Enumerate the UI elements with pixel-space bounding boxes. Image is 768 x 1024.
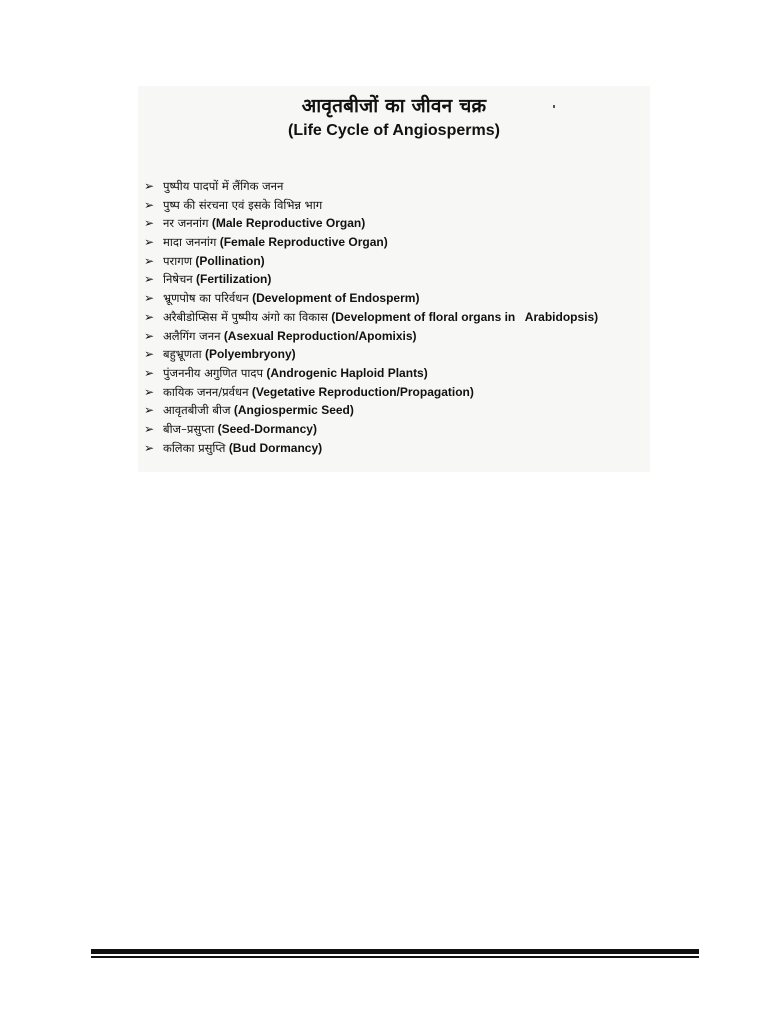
topic-hindi: मादा जननांग <box>163 235 217 250</box>
topic-hindi: परागण <box>163 253 193 268</box>
arrow-bullet-icon: ➢ <box>144 235 155 250</box>
arrow-bullet-icon: ➢ <box>144 253 155 268</box>
topic-hindi: आवृतबीजी बीज <box>163 403 231 418</box>
arrow-bullet-icon: ➢ <box>144 347 155 362</box>
topic-english: (Development of Endosperm) <box>252 291 420 306</box>
list-item <box>144 383 598 402</box>
topic-english: (Female Reproductive Organ) <box>219 235 388 250</box>
arrow-bullet-icon: ➢ <box>144 365 155 380</box>
topic-english: (Pollination) <box>195 253 265 268</box>
topic-english: (Asexual Reproduction/Apomixis) <box>223 328 417 343</box>
arrow-bullet-icon: ➢ <box>144 291 155 306</box>
arrow-bullet-icon: ➢ <box>144 179 155 193</box>
list-item <box>144 270 598 289</box>
list-item <box>144 177 598 196</box>
list-item <box>144 439 598 458</box>
topic-english: (Male Reproductive Organ) <box>211 216 366 231</box>
topic-english: (Angiospermic Seed) <box>233 403 354 418</box>
list-item <box>144 233 598 252</box>
list-item <box>144 364 598 383</box>
topic-list <box>144 177 598 457</box>
topic-english: (Seed-Dormancy) <box>217 421 317 436</box>
arrow-bullet-icon: ➢ <box>144 421 155 436</box>
list-item <box>144 401 598 420</box>
topic-english: (Polyembryony) <box>204 347 296 362</box>
arrow-bullet-icon: ➢ <box>144 384 155 399</box>
topic-hindi: बीज–प्रसुप्ता <box>163 421 215 436</box>
arrow-bullet-icon: ➢ <box>144 197 155 212</box>
topic-english: (Development of floral organs in Arabidopsis) <box>331 309 599 324</box>
arrow-bullet-icon: ➢ <box>144 272 155 287</box>
topic-hindi: नर जननांग <box>163 216 209 231</box>
list-item <box>144 214 598 233</box>
topic-hindi: अलैगिंग जनन <box>163 328 221 343</box>
arrow-bullet-icon: ➢ <box>144 216 155 231</box>
arrow-bullet-icon: ➢ <box>144 440 155 455</box>
topic-hindi: पुंजननीय अगुणित पादप <box>163 365 264 380</box>
list-item <box>144 308 598 327</box>
arrow-bullet-icon: ➢ <box>144 328 155 343</box>
topic-english: (Fertilization) <box>196 272 272 287</box>
list-item <box>144 345 598 364</box>
topic-hindi: अरैबीडोप्सिस में पुष्पीय अंगो का विकास <box>163 309 328 324</box>
list-item <box>144 420 598 439</box>
topic-hindi: भ्रूणपोष का परिर्वधन <box>163 291 249 306</box>
topic-english: (Vegetative Reproduction/Propagation) <box>251 384 474 399</box>
page-title-english: (Life Cycle of Angiosperms) <box>288 122 500 139</box>
arrow-bullet-icon: ➢ <box>144 309 155 324</box>
topic-hindi: कलिका प्रसुप्ति <box>163 440 226 455</box>
footer-rule <box>91 949 699 958</box>
list-item <box>144 327 598 346</box>
topic-hindi: पुष्प की संरचना एवं इसके विभिन्न भाग <box>163 197 323 212</box>
topic-hindi: पुष्पीय पादपों में लैंगिक जनन <box>163 179 284 193</box>
list-item <box>144 289 598 308</box>
topic-english: (Bud Dormancy) <box>228 440 323 455</box>
footer-rule-thin <box>91 956 699 958</box>
list-item <box>144 196 598 215</box>
topic-english: (Androgenic Haploid Plants) <box>266 365 428 380</box>
scanned-content-block <box>138 86 650 472</box>
scan-speck <box>553 105 555 108</box>
topic-hindi: कायिक जनन/प्रर्वधन <box>163 384 249 399</box>
arrow-bullet-icon: ➢ <box>144 403 155 418</box>
page-title-hindi: आवृतबीजों का जीवन चक्र <box>301 95 487 117</box>
list-item <box>144 252 598 271</box>
topic-hindi: बहुभ्रूणता <box>163 347 202 362</box>
topic-hindi: निषेचन <box>163 272 193 287</box>
